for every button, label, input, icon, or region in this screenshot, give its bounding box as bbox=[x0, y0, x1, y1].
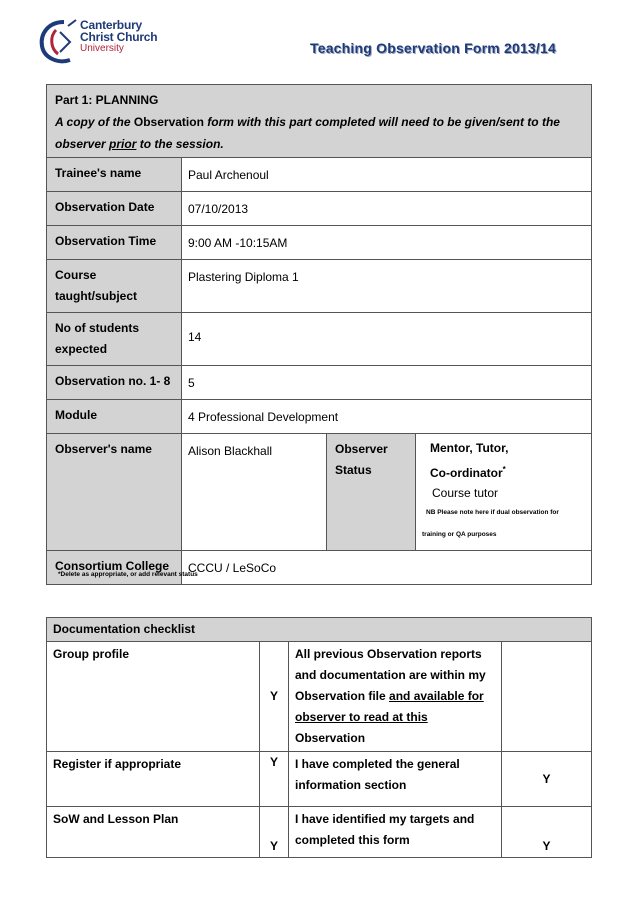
university-line-3: University bbox=[80, 43, 124, 54]
statement-underlined: and available for observer to read at this bbox=[295, 689, 484, 724]
consortium-college-label: Consortium College bbox=[47, 551, 182, 585]
university-line-2: Christ Church bbox=[80, 30, 158, 44]
checklist-heading: Documentation checklist bbox=[47, 618, 592, 642]
checklist-item: Register if appropriate bbox=[47, 752, 260, 807]
observation-date-label: Observation Date bbox=[47, 192, 182, 226]
checklist-mark: Y bbox=[260, 642, 289, 752]
observation-no-label: Observation no. 1- 8 bbox=[47, 366, 182, 400]
university-name bbox=[80, 19, 157, 55]
trainee-name-value: Paul Archenoul bbox=[182, 158, 592, 192]
checklist-row-group-profile bbox=[47, 642, 592, 752]
row-students bbox=[47, 313, 592, 366]
instruction-text-prior: prior bbox=[109, 137, 137, 151]
role-asterisk: * bbox=[502, 465, 506, 474]
part1-heading: Part 1: PLANNING bbox=[55, 93, 159, 107]
row-consortium-college bbox=[47, 551, 592, 585]
row-observation-date bbox=[47, 192, 592, 226]
observation-time-label: Observation Time bbox=[47, 226, 182, 260]
students-label: No of students expected bbox=[47, 313, 182, 366]
nb-note-line-2: training or QA purposes bbox=[422, 531, 497, 538]
consortium-college-value: CCCU / LeSoCo bbox=[182, 551, 592, 585]
observer-status-label: Observer Status bbox=[327, 434, 416, 551]
statement-text: All previous Observation reports and documentation are within my Observation file bbox=[295, 647, 486, 703]
row-observation-no bbox=[47, 366, 592, 400]
checklist-row-register bbox=[47, 752, 592, 807]
nb-note-line-1: NB Please note here if dual observation for bbox=[426, 509, 559, 516]
checklist-statement: I have identified my targets and completed this form bbox=[289, 807, 502, 858]
checklist-mark-2: Y bbox=[502, 752, 592, 807]
course-value: Plastering Diploma 1 bbox=[182, 260, 592, 313]
row-observation-time bbox=[47, 226, 592, 260]
trainee-name-label: Trainee's name bbox=[47, 158, 182, 192]
instruction-text-e: to the session. bbox=[136, 137, 224, 151]
checklist-row-sow bbox=[47, 807, 592, 858]
observer-name-value: Alison Blackhall bbox=[182, 434, 327, 551]
planning-table bbox=[46, 84, 592, 585]
checklist-statement: I have completed the general information section bbox=[289, 752, 502, 807]
document-title: Teaching Observation Form 2013/14 bbox=[310, 40, 556, 56]
role-line-2 bbox=[422, 459, 585, 484]
documentation-checklist-table bbox=[46, 617, 592, 858]
students-value: 14 bbox=[182, 313, 592, 366]
statement-text-end: Observation bbox=[295, 731, 366, 745]
observation-time-value: 9:00 AM -10:15AM bbox=[182, 226, 592, 260]
observation-no-value: 5 bbox=[182, 366, 592, 400]
checklist-mark-2 bbox=[502, 642, 592, 752]
checklist-statement bbox=[289, 642, 502, 752]
checklist-item: SoW and Lesson Plan bbox=[47, 807, 260, 858]
row-observer bbox=[47, 434, 592, 551]
course-label: Course taught/subject bbox=[47, 260, 182, 313]
row-module bbox=[47, 400, 592, 434]
row-trainee-name bbox=[47, 158, 592, 192]
observer-name-label: Observer's name bbox=[47, 434, 182, 551]
checklist-mark: Y bbox=[260, 807, 289, 858]
observation-date-value: 07/10/2013 bbox=[182, 192, 592, 226]
observer-status-value bbox=[416, 434, 592, 551]
checklist-item: Group profile bbox=[47, 642, 260, 752]
row-course bbox=[47, 260, 592, 313]
instruction-text-b: Observation bbox=[133, 115, 204, 129]
instruction-text-c: form with this part completed will need to be given/sent to the observer bbox=[55, 115, 560, 151]
checklist-mark-2: Y bbox=[502, 807, 592, 858]
role-line-1: Mentor, Tutor, bbox=[430, 441, 509, 455]
instruction-text-a: A copy of the bbox=[55, 115, 134, 129]
role-value: Course tutor bbox=[432, 486, 499, 500]
checklist-mark: Y bbox=[260, 752, 289, 807]
university-line-1: Canterbury bbox=[80, 18, 143, 32]
part1-instruction bbox=[55, 111, 583, 155]
module-value: 4 Professional Development bbox=[182, 400, 592, 434]
part1-header bbox=[47, 85, 592, 158]
role-line-2-text: Co-ordinator bbox=[430, 466, 503, 480]
module-label: Module bbox=[47, 400, 182, 434]
footnote: *Delete as appropriate, or add relevant status bbox=[58, 571, 198, 578]
